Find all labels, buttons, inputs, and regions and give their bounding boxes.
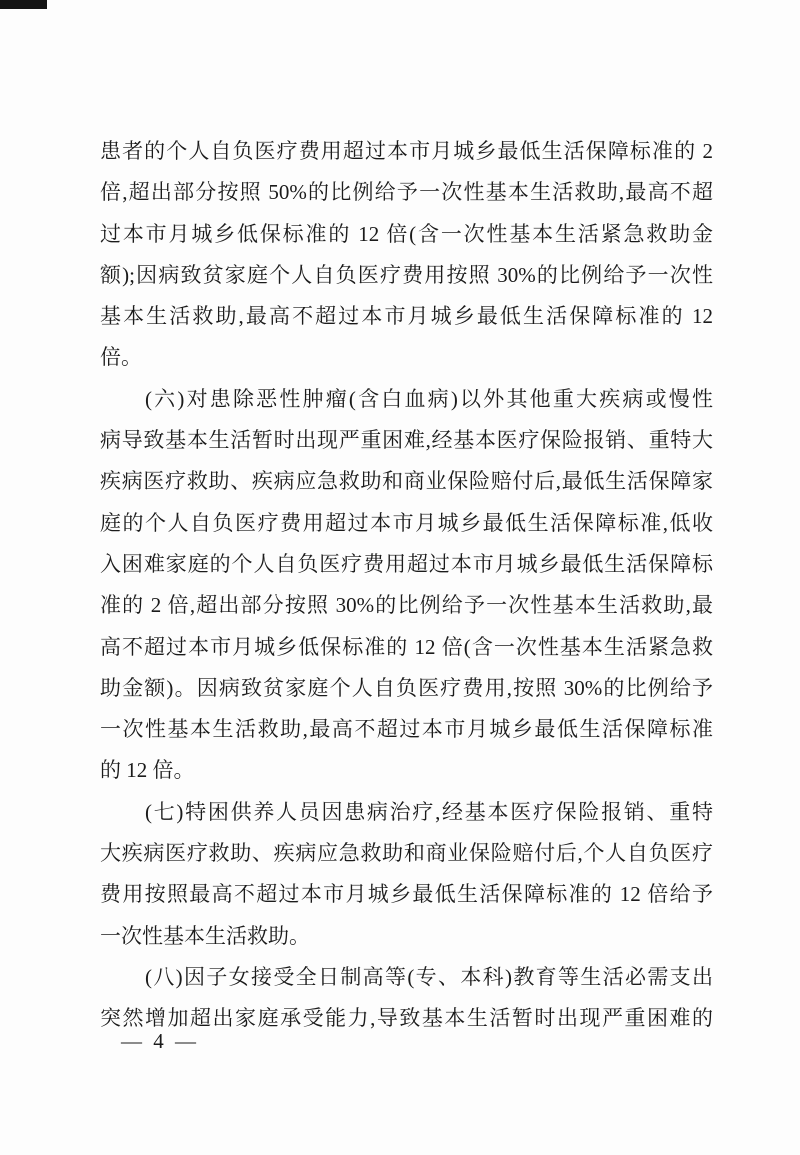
page-number: — 4 — xyxy=(121,1029,199,1053)
document-body xyxy=(100,131,713,1040)
text-line: 助金额)。因病致贫家庭个人自负医疗费用,按照 30%的比例给予 xyxy=(100,675,713,700)
text-line: 倍。 xyxy=(100,345,142,370)
text-line: 基本生活救助,最高不超过本市月城乡最低生活保障标准的 12 xyxy=(100,304,713,329)
text-line: 入困难家庭的个人自负医疗费用超过本市月城乡最低生活保障标 xyxy=(100,551,713,576)
text-line: 庭的个人自负医疗费用超过本市月城乡最低生活保障标准,低收 xyxy=(100,510,713,535)
text-line: 准的 2 倍,超出部分按照 30%的比例给予一次性基本生活救助,最 xyxy=(100,593,713,618)
text-line: 患者的个人自负医疗费用超过本市月城乡最低生活保障标准的 2 xyxy=(100,139,713,163)
text-line: 一次性基本生活救助,最高不超过本市月城乡最低生活保障标准 xyxy=(100,717,713,742)
text-line: 的 12 倍。 xyxy=(100,758,195,783)
text-line: (八)因子女接受全日制高等(专、本科)教育等生活必需支出 xyxy=(145,964,713,989)
scan-artifact-mark xyxy=(0,0,47,9)
text-line: 高不超过本市月城乡低保标准的 12 倍(含一次性基本生活紧急救 xyxy=(100,634,713,659)
text-line: 过本市月城乡低保标准的 12 倍(含一次性基本生活紧急救助金 xyxy=(100,221,713,246)
text-line: 一次性基本生活救助。 xyxy=(100,923,310,948)
text-line: 疾病医疗救助、疾病应急救助和商业保险赔付后,最低生活保障家 xyxy=(100,469,713,494)
text-line: 额);因病致贫家庭个人自负医疗费用按照 30%的比例给予一次性 xyxy=(100,262,713,287)
text-line: (六)对患除恶性肿瘤(含白血病)以外其他重大疾病或慢性 xyxy=(145,386,713,411)
text-line: (七)特困供养人员因患病治疗,经基本医疗保险报销、重特 xyxy=(145,799,713,824)
text-line: 倍,超出部分按照 50%的比例给予一次性基本生活救助,最高不超 xyxy=(100,180,713,205)
text-line: 大疾病医疗救助、疾病应急救助和商业保险赔付后,个人自负医疗 xyxy=(100,841,713,866)
text-line: 费用按照最高不超过本市月城乡最低生活保障标准的 12 倍给予 xyxy=(100,882,713,907)
text-line: 突然增加超出家庭承受能力,导致基本生活暂时出现严重困难的 xyxy=(100,1006,713,1031)
text-line: 病导致基本生活暂时出现严重困难,经基本医疗保险报销、重特大 xyxy=(100,428,713,453)
